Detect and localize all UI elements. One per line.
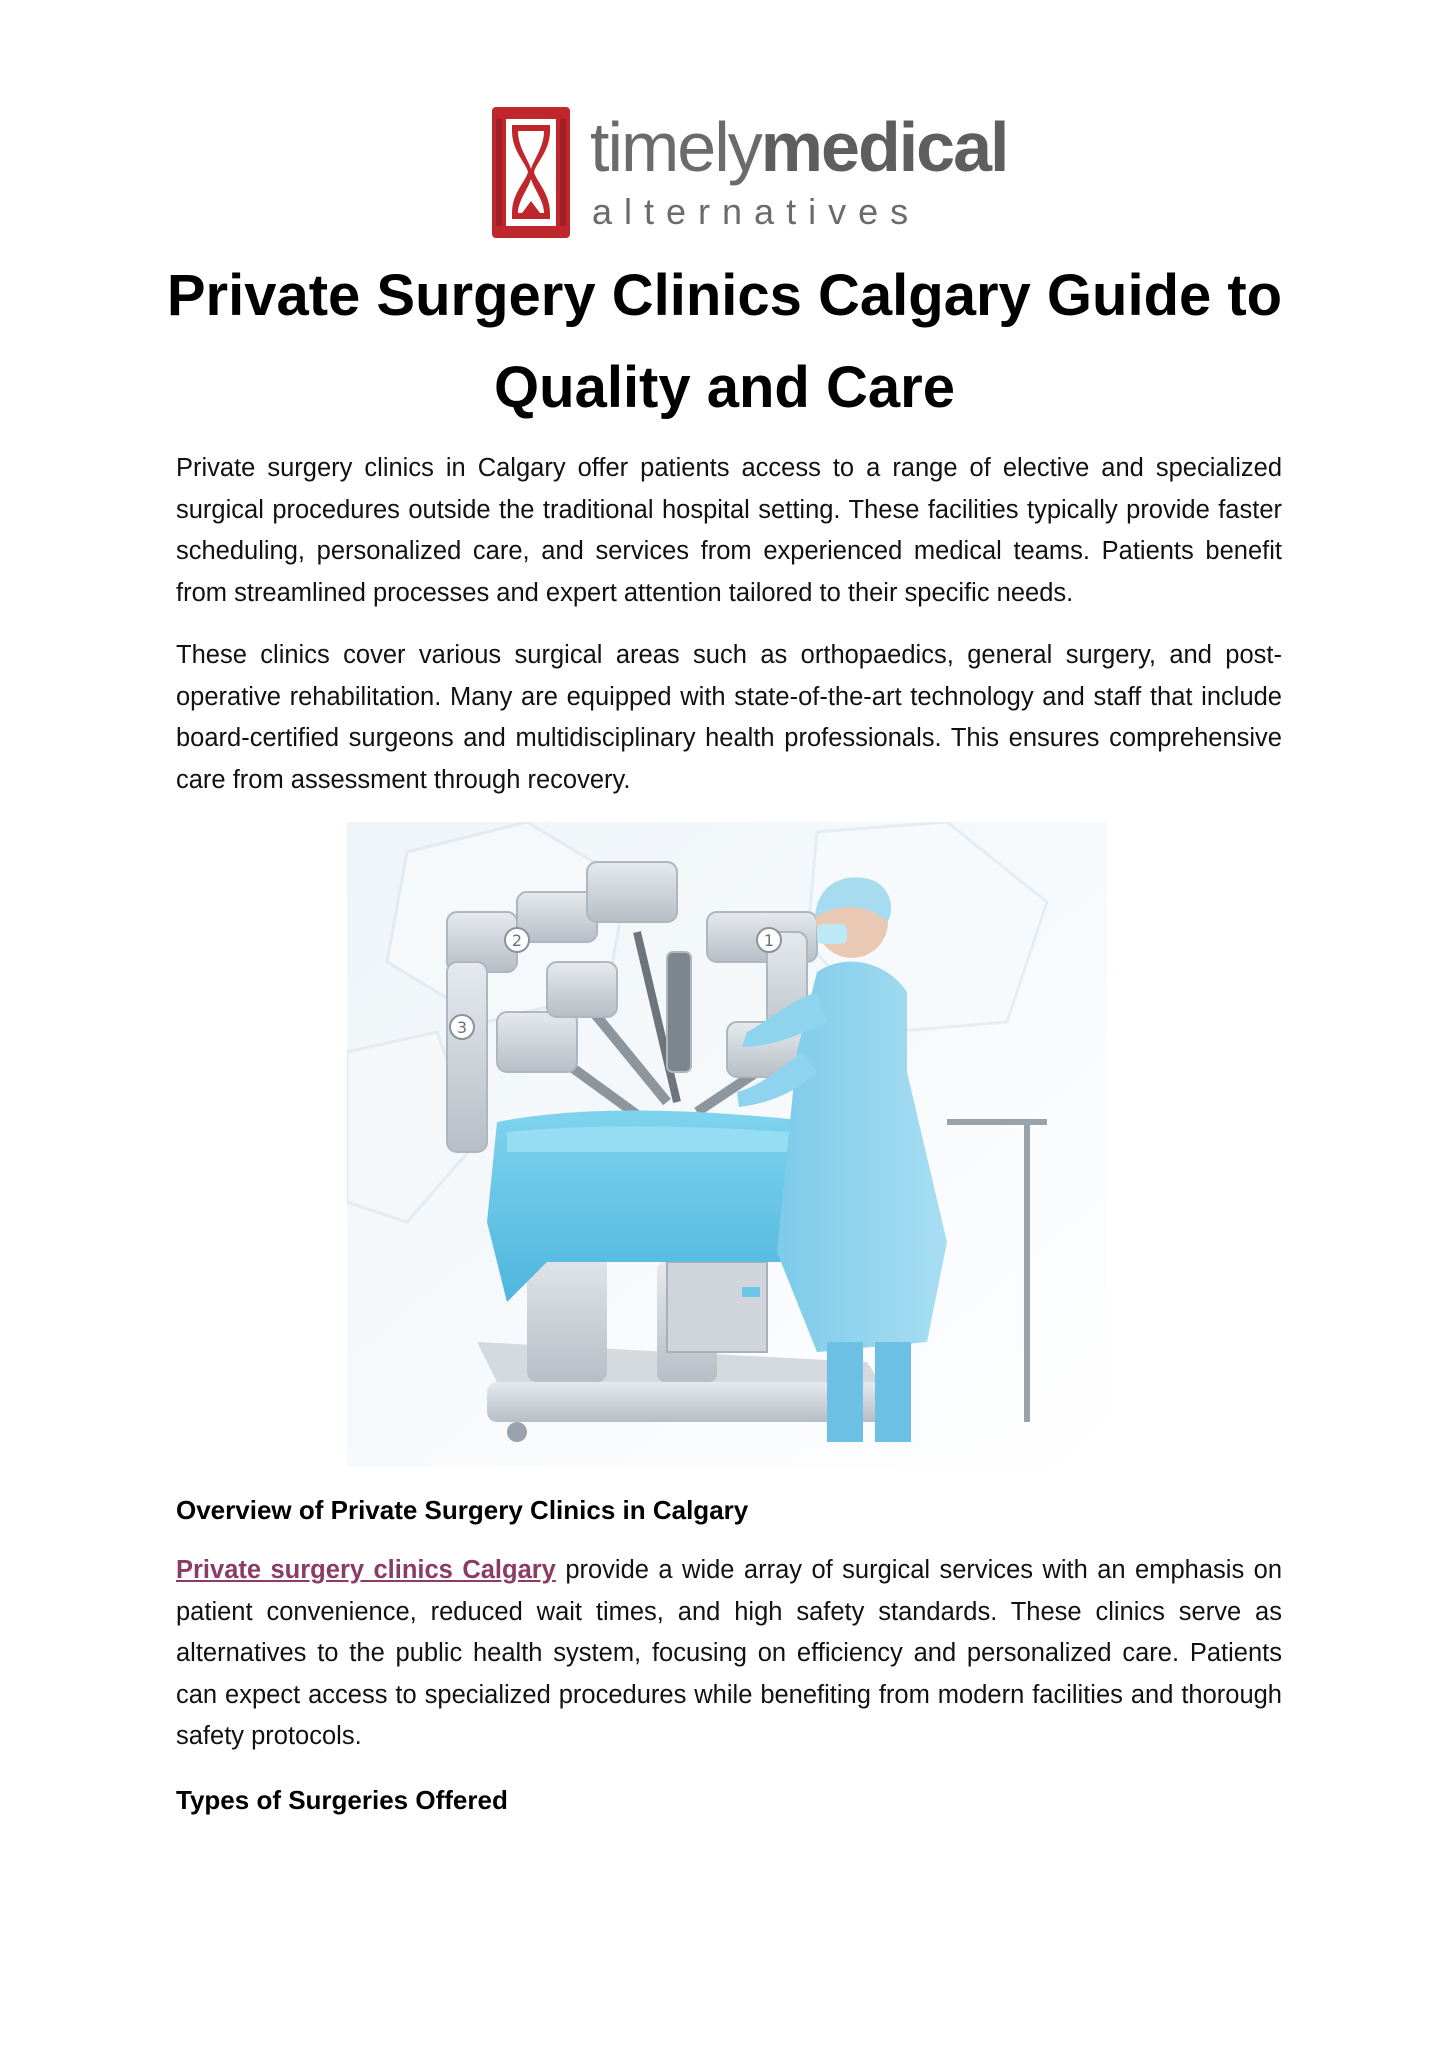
private-surgery-clinics-link[interactable]: Private surgery clinics Calgary [176,1556,556,1584]
intro-paragraph: Private surgery clinics in Calgary offer patients access to a range of elective and specialized surgical procedures outside the traditional hospital setting. These facilities typically provide faster scheduling, personalized care, and services from experienced medical teams. Patients benefit from streamlined processes and expert attention tailored to their specific needs. [176,454,1282,607]
robotic-surgery-illustration [347,822,1107,1467]
types-of-surgeries-heading: Types of Surgeries Offered [176,1785,508,1815]
overview-paragraph-text: provide a wide array of surgical services with an emphasis on patient convenience, reduced wait times, and high safety standards. These clinics serve as alternatives to the public health system, focusing on efficiency and personalized care. Patients can expect access to specialized procedures while benefiting from modern facilities and thorough safety protocols. [176,1556,1283,1750]
logo-wordmark [590,108,1008,186]
hourglass-logo-icon [490,105,572,240]
arm-number-1: 1 [763,931,775,950]
arm-number-2: 2 [511,931,523,950]
second-paragraph: These clinics cover various surgical areas such as orthopaedics, general surgery, and post-operative rehabilitation. Many are equipped with state-of-the-art technology and staff that include board-certified surgeons and multidisciplinary health professionals. This ensures comprehensive care from assessment through recovery. [176,641,1282,794]
overview-heading: Overview of Private Surgery Clinics in Calgary [176,1495,749,1525]
arm-number-3: 3 [456,1018,468,1037]
company-logo [490,100,1008,245]
overview-paragraph [176,1550,1282,1758]
logo-subtitle: alternatives [592,191,921,232]
page-title: Private Surgery Clinics Calgary Guide to Quality and Care [166,263,1283,420]
logo-word-medical: medical [760,108,1008,186]
logo-word-timely: timely [590,108,761,186]
